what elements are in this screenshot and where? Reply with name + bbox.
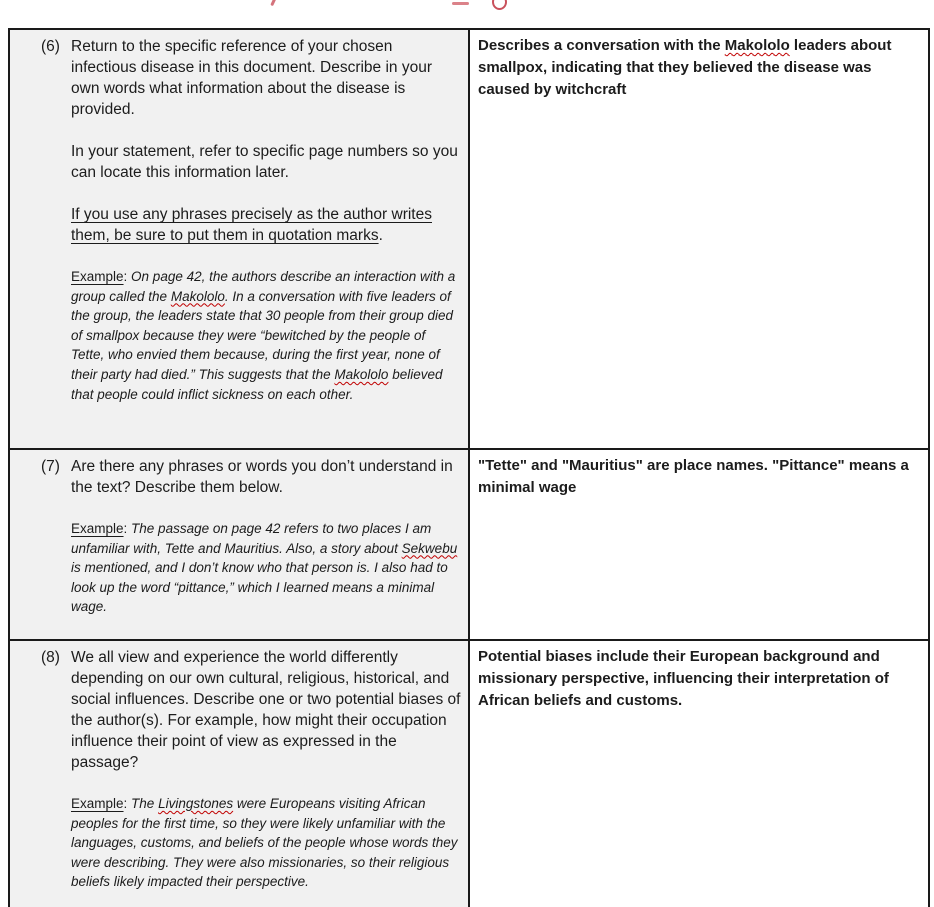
question-paragraph: [71, 36, 461, 120]
text-segment: believed that people could inflict sickness on each other.: [71, 366, 443, 402]
text-segment: The: [131, 796, 159, 811]
worksheet-row: [9, 640, 929, 907]
text-segment: Describes a conversation with the: [478, 37, 725, 54]
text-segment: Return to the specific reference of your chosen infectious disease in this document. Describe in your own words what information about the disease is provided.: [71, 38, 432, 118]
question-number: (7): [41, 458, 60, 475]
question-body: [71, 36, 463, 404]
text-segment: We all view and experience the world differently depending on our own cultural, religious, historical, and social influences. Describe one or two potential biases of the author(s). For example, how might their occupation influence their point of view as expressed in the passage?: [71, 649, 461, 771]
worksheet-table-body: [9, 29, 929, 907]
answer-cell[interactable]: [469, 640, 929, 907]
question-number: (8): [41, 649, 60, 666]
question-body: [71, 647, 463, 892]
paragraph-spacer: [71, 246, 461, 267]
question-paragraph: [71, 141, 461, 183]
answer-text: [478, 455, 916, 499]
text-segment: :: [123, 796, 132, 811]
text-segment: Example: [71, 521, 124, 536]
question-paragraph: [71, 204, 461, 246]
question-paragraph: [71, 647, 461, 773]
answer-cell[interactable]: [469, 29, 929, 449]
answer-text: [478, 35, 916, 101]
text-segment: .: [378, 227, 383, 244]
text-segment: :: [123, 521, 132, 536]
example-paragraph: [71, 267, 461, 404]
text-segment: were Europeans visiting African peoples for the first time, so they were likely unfamiliar with the languages, customs, and beliefs of the people whose words they were describing. They were also missionaries, so their religious beliefs likely impacted their perspective.: [71, 796, 458, 890]
text-segment: If you use any phrases precisely as the author writes them, be sure to put them in quotation marks: [71, 206, 432, 244]
paragraph-spacer: [71, 120, 461, 141]
text-segment: In your statement, refer to specific page numbers so you can locate this information later.: [71, 143, 458, 181]
misspelled-word: Makololo: [724, 37, 790, 54]
question-cell[interactable]: [9, 29, 469, 449]
question-cell[interactable]: [9, 640, 469, 907]
answer-text: [478, 646, 916, 712]
text-segment: Potential biases include their European background and missionary perspective, influencing their interpretation of African beliefs and customs.: [478, 648, 889, 709]
red-pen-fragment-icon: [270, 0, 277, 6]
answer-cell[interactable]: [469, 449, 929, 640]
worksheet-row: [9, 29, 929, 449]
text-segment: Example: [71, 796, 124, 811]
text-segment: leaders about smallpox, indicating that they believed the disease was caused by witchcraft: [478, 37, 892, 98]
question-paragraph: [71, 456, 461, 498]
paragraph-spacer: [71, 498, 461, 519]
paragraph-spacer: [71, 773, 461, 794]
example-paragraph: [71, 519, 461, 617]
red-pen-fragment-icon: [452, 2, 469, 5]
misspelled-word: Livingstones: [158, 796, 234, 811]
question-number: (6): [41, 38, 60, 55]
question-cell[interactable]: [9, 449, 469, 640]
misspelled-word: Sekwebu: [401, 540, 458, 556]
text-segment: is mentioned, and I don’t know who that person is. I also had to look up the word “pittance,” which I learned means a minimal wage.: [71, 560, 448, 615]
question-inner: [11, 642, 467, 892]
misspelled-word: Makololo: [170, 288, 225, 304]
text-segment: :: [123, 269, 132, 284]
question-inner: [11, 451, 467, 617]
worksheet-table: [8, 28, 930, 907]
question-inner: [11, 31, 467, 404]
text-segment: On page 42, the authors describe an interaction with a group called the: [71, 269, 456, 304]
paragraph-spacer: [71, 183, 461, 204]
red-pen-fragment-icon: [492, 0, 507, 10]
text-segment: . In a conversation with five leaders of the group, the leaders state that 30 people from their group died of smallpox because they were “bewitched by the people of Tette, who envied them because, during the first year, none of their party had died.” This suggests that the: [71, 288, 454, 382]
misspelled-word: Makololo: [334, 366, 389, 382]
text-segment: Are there any phrases or words you don’t understand in the text? Describe them below.: [71, 458, 453, 496]
question-body: [71, 456, 463, 617]
example-paragraph: [71, 794, 461, 892]
worksheet-row: [9, 449, 929, 640]
text-segment: "Tette" and "Mauritius" are place names. "Pittance" means a minimal wage: [478, 457, 909, 496]
text-segment: The passage on page 42 refers to two places I am unfamiliar with, Tette and Mauritius. Also, a story about: [71, 521, 432, 556]
text-segment: Example: [71, 269, 124, 284]
